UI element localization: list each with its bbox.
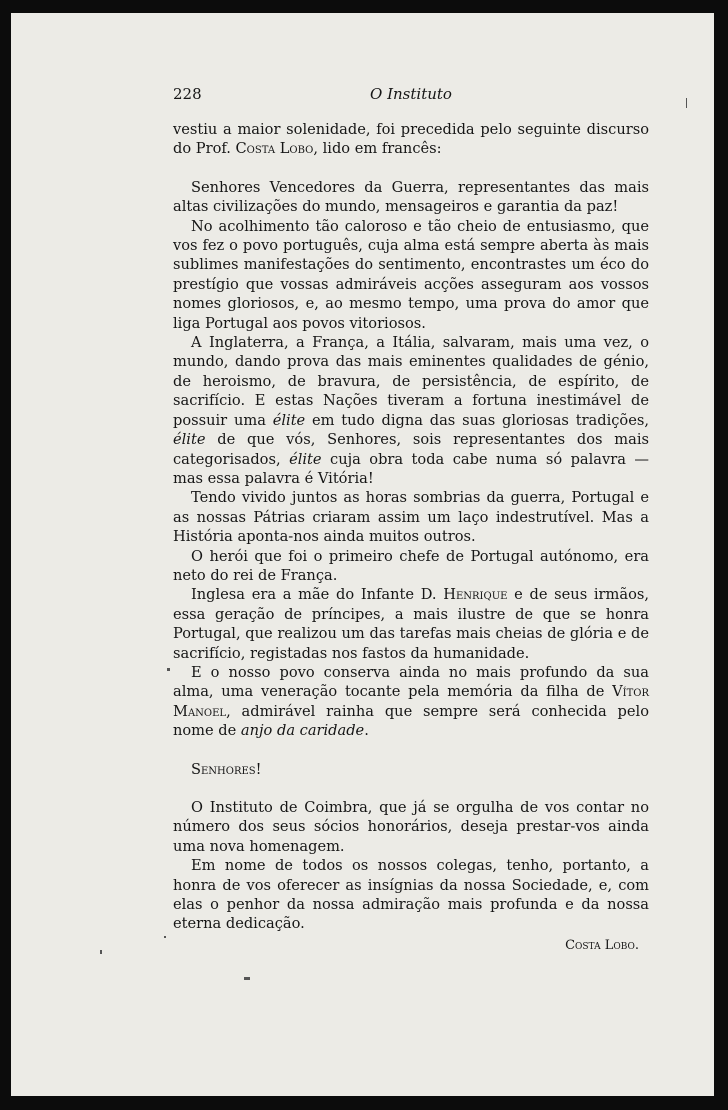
speech-paragraph-2: No acolhimento tão caloroso e tão cheio de entusiasmo, que vos fez o povo português, cuja alma está sempre aberta às mais sublimes manifestações do sentimento, encontrastes um éco do prestígio que vossas admiráveis acções asseguram aos vossos nomes gloriosos, e, ao mesmo tempo, uma prova do amor que liga Portugal aos povos vitoriosos. [173,217,649,332]
body-text [173,120,649,955]
speck [244,977,250,980]
page-number: 228 [173,85,202,103]
speech-paragraph-5: O herói que foi o primeiro chefe de Portugal autónomo, era neto do rei de França. [173,547,649,584]
signature: Costa Lobo. [565,937,639,953]
speech-paragraph-4: Tendo vivido juntos as horas sombrias da guerra, Portugal e as nossas Pátrias criaram assim um laço indestrutível. Mas a História aponta-nos ainda muitos outros. [173,489,649,546]
speck [100,950,102,954]
intro-paragraph: vestiu a maior solenidade, foi precedida pelo seguinte discurso do Prof. Costa Lobo, lido em francês: [173,121,649,158]
speck [686,98,687,108]
speech-paragraph-1: Senhores Vencedores da Guerra, representantes das mais altas civilizações do mundo, mensageiros e garantia da paz! [173,178,649,216]
speech-paragraph-3: A Inglaterra, a França, a Itália, salvaram, mais uma vez, o mundo, dando prova das mais eminentes qualidades de génio, de heroismo, de bravura, de persistência, de espírito, de sacrifício. E estas Nações tiveram a fortuna inestimável de possuir uma élite em tudo digna das suas gloriosas tradições, élite de que vós, Senhores, sois representantes dos mais categorisados, élite cuja obra toda cabe numa só palavra — mas essa palavra é Vitória! [173,334,649,487]
author-name: Costa Lobo [235,140,314,158]
speck [164,936,166,938]
speck [167,668,170,671]
senhores-heading: Senhores! [191,760,262,778]
document-page [11,13,714,1096]
speech-paragraph-7: E o nosso povo conserva ainda no mais profundo da sua alma, uma veneração tocante pela memória da filha de Vítor Manoel, admirável rainha que sempre será conhecida pelo nome de anjo da caridade. [173,663,649,740]
speech-paragraph-8: O Instituto de Coimbra, que já se orgulha de vos contar no número dos seus sócios honorários, deseja prestar-vos ainda uma nova homenagem. [173,799,649,855]
speech-paragraph-6: Inglesa era a mãe do Infante D. Henrique e de seus irmãos, essa geração de príncipes, a mais ilustre de que se honra Portugal, que realizou um das tarefas mais cheias de glória e de sacrifício, registadas nos fastos da humanidade. [173,586,649,662]
speech-paragraph-9: Em nome de todos os nossos colegas, tenho, portanto, a honra de vos oferecer as insígnias da nossa Sociedade, e, com elas o penhor da nossa admiração mais profunda e da nossa eterna dedicação. [173,857,649,933]
running-title: O Instituto [370,85,452,103]
page-header [173,85,649,107]
